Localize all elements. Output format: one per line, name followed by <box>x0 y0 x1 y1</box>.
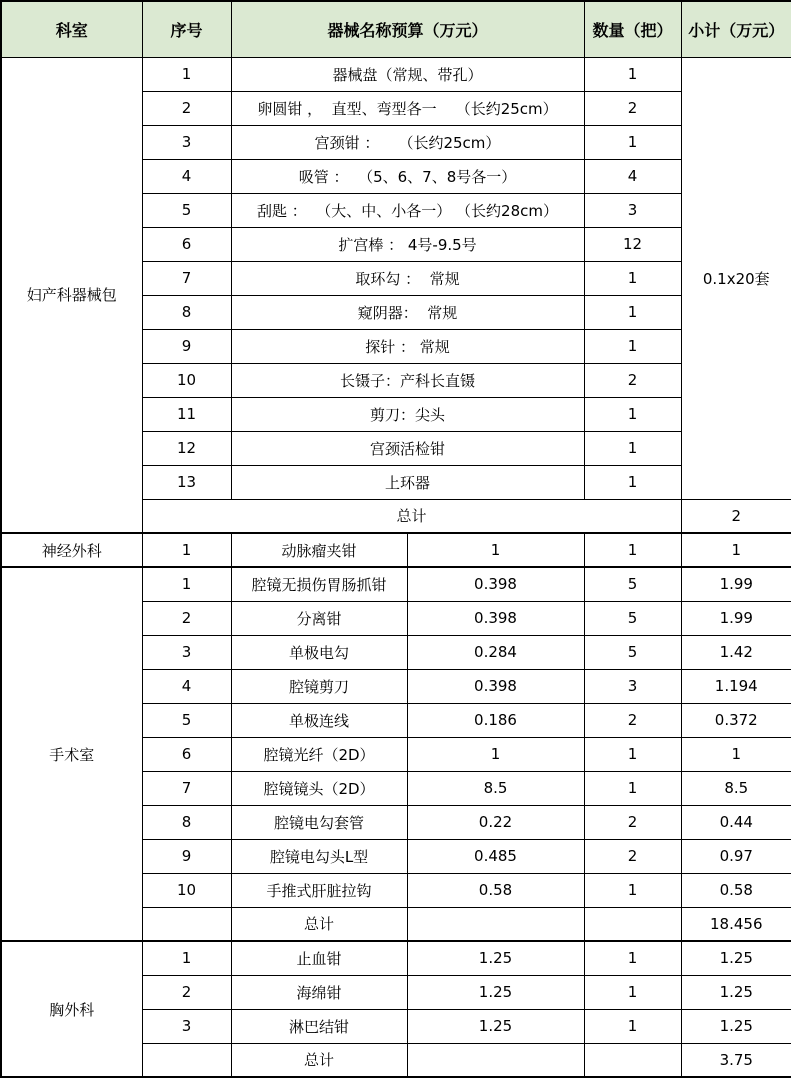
subtotal-cell: 1.25 <box>681 1009 791 1043</box>
department-cell: 手术室 <box>1 567 142 941</box>
subtotal-cell: 1 <box>681 737 791 771</box>
quantity-cell: 1 <box>584 941 681 975</box>
item-name-cell: 器械盘（常规、带孔） <box>231 57 584 91</box>
empty-cell <box>142 1043 231 1077</box>
section-total-label-cell: 总计 <box>142 499 681 533</box>
section-total-value-cell: 3.75 <box>681 1043 791 1077</box>
unit-price-cell: 1 <box>407 533 584 567</box>
row-index-cell: 7 <box>142 771 231 805</box>
quantity-cell: 2 <box>584 703 681 737</box>
row-index-cell: 5 <box>142 703 231 737</box>
subtotal-cell: 0.97 <box>681 839 791 873</box>
empty-cell <box>584 1043 681 1077</box>
row-index-cell: 9 <box>142 839 231 873</box>
quantity-cell: 1 <box>584 737 681 771</box>
row-index-cell: 8 <box>142 295 231 329</box>
item-name-cell: 扩宫棒 ： 4号-9.5号 <box>231 227 584 261</box>
item-name-cell: 手推式肝脏拉钩 <box>231 873 407 907</box>
quantity-cell: 2 <box>584 91 681 125</box>
row-index-cell: 3 <box>142 125 231 159</box>
department-cell: 妇产科器械包 <box>1 57 142 533</box>
unit-price-cell: 0.186 <box>407 703 584 737</box>
quantity-cell: 3 <box>584 193 681 227</box>
quantity-cell: 1 <box>584 261 681 295</box>
quantity-cell: 1 <box>584 1009 681 1043</box>
item-name-cell: 淋巴结钳 <box>231 1009 407 1043</box>
item-name-cell: 腔镜剪刀 <box>231 669 407 703</box>
row-index-cell: 12 <box>142 431 231 465</box>
unit-price-cell: 0.22 <box>407 805 584 839</box>
header-row <box>1 1 791 57</box>
subtotal-cell: 1.99 <box>681 567 791 601</box>
row-index-cell: 1 <box>142 57 231 91</box>
quantity-cell: 1 <box>584 533 681 567</box>
item-name-cell: 腔镜电勾套管 <box>231 805 407 839</box>
item-name-cell: 长镊子：产科长直镊 <box>231 363 584 397</box>
quantity-cell: 5 <box>584 635 681 669</box>
item-name-cell: 宫颈钳 ： （长约25cm） <box>231 125 584 159</box>
quantity-cell: 5 <box>584 567 681 601</box>
quantity-cell: 2 <box>584 805 681 839</box>
unit-price-cell: 0.485 <box>407 839 584 873</box>
subtotal-cell: 0.58 <box>681 873 791 907</box>
unit-price-cell: 0.284 <box>407 635 584 669</box>
quantity-cell: 4 <box>584 159 681 193</box>
row-index-cell: 8 <box>142 805 231 839</box>
quantity-cell: 3 <box>584 669 681 703</box>
unit-price-cell: 1.25 <box>407 941 584 975</box>
unit-price-cell: 0.398 <box>407 601 584 635</box>
unit-price-cell: 1.25 <box>407 975 584 1009</box>
department-cell: 胸外科 <box>1 941 142 1077</box>
quantity-cell: 1 <box>584 771 681 805</box>
subtotal-cell: 1.25 <box>681 941 791 975</box>
quantity-cell: 1 <box>584 125 681 159</box>
header-name-budget: 器械名称预算（万元） <box>231 1 584 57</box>
header-quantity: 数量（把） <box>584 1 681 57</box>
item-name-cell: 吸管 ： （5、6、7、8号各一） <box>231 159 584 193</box>
section-total-label-cell: 总计 <box>231 1043 407 1077</box>
row-index-cell: 11 <box>142 397 231 431</box>
subtotal-cell: 1.194 <box>681 669 791 703</box>
quantity-cell: 1 <box>584 295 681 329</box>
table-row <box>1 57 791 91</box>
header-index: 序号 <box>142 1 231 57</box>
pack-subtotal-cell: 0.1x20套 <box>681 57 791 499</box>
section-total-value-cell: 2 <box>681 499 791 533</box>
unit-price-cell: 1 <box>407 737 584 771</box>
row-index-cell: 1 <box>142 533 231 567</box>
item-name-cell: 止血钳 <box>231 941 407 975</box>
quantity-cell: 1 <box>584 465 681 499</box>
empty-cell <box>584 907 681 941</box>
item-name-cell: 腔镜镜头（2D） <box>231 771 407 805</box>
subtotal-cell: 8.5 <box>681 771 791 805</box>
header-department: 科室 <box>1 1 142 57</box>
quantity-cell: 1 <box>584 975 681 1009</box>
item-name-cell: 剪刀：尖头 <box>231 397 584 431</box>
item-name-cell: 单极连线 <box>231 703 407 737</box>
item-name-cell: 海绵钳 <box>231 975 407 1009</box>
row-index-cell: 6 <box>142 227 231 261</box>
row-index-cell: 3 <box>142 1009 231 1043</box>
subtotal-cell: 0.44 <box>681 805 791 839</box>
row-index-cell: 13 <box>142 465 231 499</box>
subtotal-cell: 1.25 <box>681 975 791 1009</box>
unit-price-cell: 0.398 <box>407 669 584 703</box>
item-name-cell: 刮匙 ： （大、中、小各一） （长约28cm） <box>231 193 584 227</box>
quantity-cell: 1 <box>584 431 681 465</box>
table-row <box>1 941 791 975</box>
item-name-cell: 腔镜光纤（2D） <box>231 737 407 771</box>
unit-price-cell: 8.5 <box>407 771 584 805</box>
item-name-cell: 窥阴器： 常规 <box>231 295 584 329</box>
empty-cell <box>142 907 231 941</box>
row-index-cell: 2 <box>142 601 231 635</box>
empty-cell <box>407 1043 584 1077</box>
table-row <box>1 567 791 601</box>
row-index-cell: 5 <box>142 193 231 227</box>
item-name-cell: 单极电勾 <box>231 635 407 669</box>
row-index-cell: 7 <box>142 261 231 295</box>
item-name-cell: 卵圆钳 ， 直型、弯型各一 （长约25cm） <box>231 91 584 125</box>
row-index-cell: 4 <box>142 669 231 703</box>
item-name-cell: 动脉瘤夹钳 <box>231 533 407 567</box>
subtotal-cell: 1.99 <box>681 601 791 635</box>
subtotal-cell: 1.42 <box>681 635 791 669</box>
section-total-label-cell: 总计 <box>231 907 407 941</box>
item-name-cell: 上环器 <box>231 465 584 499</box>
item-name-cell: 腔镜电勾头L型 <box>231 839 407 873</box>
row-index-cell: 9 <box>142 329 231 363</box>
row-index-cell: 2 <box>142 975 231 1009</box>
empty-cell <box>407 907 584 941</box>
unit-price-cell: 1.25 <box>407 1009 584 1043</box>
unit-price-cell: 0.58 <box>407 873 584 907</box>
item-name-cell: 腔镜无损伤胃肠抓钳 <box>231 567 407 601</box>
row-index-cell: 10 <box>142 873 231 907</box>
table-row <box>1 533 791 567</box>
row-index-cell: 2 <box>142 91 231 125</box>
row-index-cell: 6 <box>142 737 231 771</box>
quantity-cell: 1 <box>584 873 681 907</box>
row-index-cell: 4 <box>142 159 231 193</box>
quantity-cell: 2 <box>584 839 681 873</box>
subtotal-cell: 0.372 <box>681 703 791 737</box>
row-index-cell: 10 <box>142 363 231 397</box>
item-name-cell: 宫颈活检钳 <box>231 431 584 465</box>
item-name-cell: 探针 ： 常规 <box>231 329 584 363</box>
department-cell: 神经外科 <box>1 533 142 567</box>
row-index-cell: 3 <box>142 635 231 669</box>
row-index-cell: 1 <box>142 567 231 601</box>
quantity-cell: 1 <box>584 329 681 363</box>
item-name-cell: 分离钳 <box>231 601 407 635</box>
unit-price-cell: 0.398 <box>407 567 584 601</box>
header-subtotal: 小计（万元） <box>681 1 791 57</box>
quantity-cell: 5 <box>584 601 681 635</box>
item-name-cell: 取环勾 ： 常规 <box>231 261 584 295</box>
section-total-value-cell: 18.456 <box>681 907 791 941</box>
quantity-cell: 1 <box>584 397 681 431</box>
quantity-cell: 1 <box>584 57 681 91</box>
quantity-cell: 2 <box>584 363 681 397</box>
row-index-cell: 1 <box>142 941 231 975</box>
quantity-cell: 12 <box>584 227 681 261</box>
subtotal-cell: 1 <box>681 533 791 567</box>
